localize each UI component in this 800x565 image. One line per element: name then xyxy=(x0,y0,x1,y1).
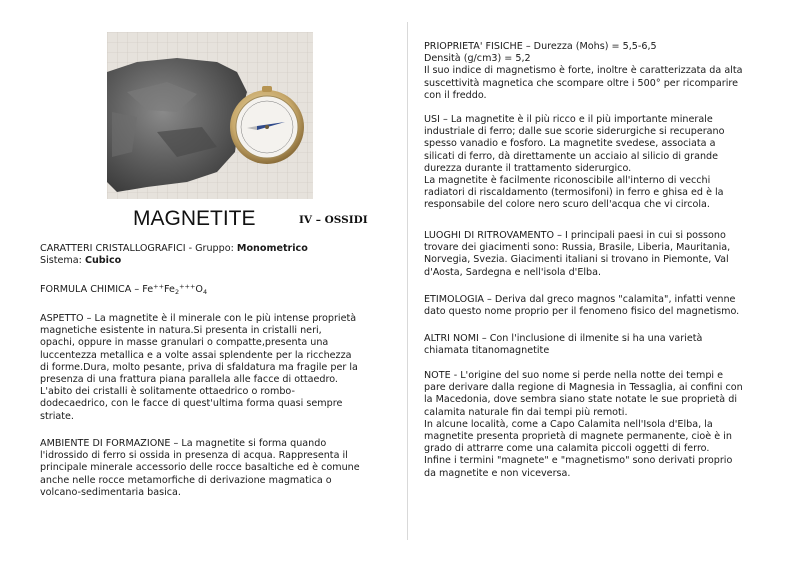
etimologia-line: dato questo nome proprio per il fenomeno fisico del magnetismo. xyxy=(424,306,740,318)
usi-line: spesso vanadio e fosforo. La magnetite svedese, associata a xyxy=(424,138,716,150)
note-line: da magnetite e non viceversa. xyxy=(424,467,571,479)
mineral-title: MAGNETITE xyxy=(133,207,256,230)
ambiente-line: volcano-sedimentaria basica. xyxy=(40,486,181,498)
chemical-formula: FORMULA CHIMICA – $Fe^{++}Fe_2^{+++}O_4$ xyxy=(40,282,208,296)
aspetto-section xyxy=(40,313,392,423)
aspetto-line: ASPETTO – La magnetite è il minerale con le più intense proprietà xyxy=(40,313,357,324)
luoghi-section xyxy=(424,230,776,279)
crystallography-label: CARATTERI CRISTALLOGRAFICI - Gruppo: xyxy=(40,243,237,254)
mineral-class: IV – OSSIDI xyxy=(299,214,368,226)
altri-nomi-line: chiamata titanomagnetite xyxy=(424,345,550,357)
usi-section xyxy=(424,114,776,212)
aspetto-line: di forme.Dura, molto pesante, priva di sfaldatura ma fragile per la xyxy=(40,361,358,373)
aspetto-line: L'abito dei cristalli è solitamente ottaedrico o rombo- xyxy=(40,386,295,398)
etimologia-section xyxy=(424,294,776,318)
aspetto-line: opachi, oppure in masse granulari o compatte,presenta una xyxy=(40,337,329,349)
note-line: NOTE - L'origine del suo nome si perde nella notte dei tempi e xyxy=(424,370,724,381)
crystallography-line2 xyxy=(40,255,392,267)
system-label: Sistema: xyxy=(40,255,85,267)
usi-line: responsabile del colore nero scuro dell'acqua che vi circola. xyxy=(424,199,710,211)
ambiente-line: anche nelle rocce metamorfiche di derivazione magmatica o xyxy=(40,474,332,486)
usi-line: radiatori di riscaldamento (termosifoni) in ferro e ghisa ed è la xyxy=(424,187,724,199)
crystal-system: Cubico xyxy=(84,255,122,267)
usi-line: silicati di ferro, dà direttamente un acciaio al silicio di grande xyxy=(424,150,719,162)
title-row xyxy=(40,206,392,232)
note-line: calamita naturale fin dai tempi più remoti. xyxy=(424,406,628,418)
proprieta-line: PRIOPRIETA' FISICHE – Durezza (Mohs) = 5,5-6,5 xyxy=(424,41,657,52)
note-line: Infine i termini "magnete" e "magnetismo" sono derivati proprio xyxy=(424,455,733,467)
proprieta-line: Il suo indice di magnetismo è forte, inoltre è caratterizzata da alta xyxy=(424,65,743,77)
aspetto-line: dodecaedrico, con le facce di quest'ultima forma quasi sempre xyxy=(40,398,343,410)
usi-line: industriale di ferro; dalle sue scorie siderurgiche si recuperano xyxy=(424,126,725,138)
crystal-group: Monometrico xyxy=(236,243,308,254)
ambiente-section xyxy=(40,438,392,499)
note-section xyxy=(424,370,776,480)
note-line: pare derivare dalla regione di Magnesia in Tessaglia, ai confini con xyxy=(424,382,743,394)
etimologia-line: ETIMOLOGIA – Deriva dal greco magnos "calamita", infatti venne xyxy=(424,294,736,305)
luoghi-line: LUOGHI DI RITROVAMENTO – I principali paesi in cui si possono xyxy=(424,230,726,241)
crystallography-line1 xyxy=(40,243,392,255)
crystallography-section xyxy=(40,243,392,267)
altri-nomi-line: ALTRI NOMI – Con l'inclusione di ilmenite si ha una varietà xyxy=(424,333,703,344)
specimen-photo xyxy=(107,32,313,199)
note-line: grado di attrarre come una calamita piccoli oggetti di ferro. xyxy=(424,443,710,455)
ambiente-line: AMBIENTE DI FORMAZIONE – La magnetite si forma quando xyxy=(40,438,327,449)
aspetto-line: striate. xyxy=(40,410,74,422)
column-divider xyxy=(407,22,408,540)
usi-line: durezza durante il trattamento siderurgico. xyxy=(424,162,632,174)
formula-section xyxy=(40,284,392,296)
ambiente-line: principale minerale accessorio delle rocce basaltiche ed è comune xyxy=(40,462,360,474)
aspetto-line: luccentezza metallica e a volte assai splendente per la ricchezza xyxy=(40,349,352,361)
luoghi-line: trovare dei giacimenti sono: Russia, Brasile, Liberia, Mauritania, xyxy=(424,242,731,254)
ambiente-line: l'idrossido di ferro si ossida in presenza di acqua. Rappresenta il xyxy=(40,450,348,462)
proprieta-line: con il freddo. xyxy=(424,89,487,101)
luoghi-line: d'Aosta, Sardegna e nell'isola d'Elba. xyxy=(424,266,602,278)
luoghi-line: Norvegia, Svezia. Giacimenti italiani si trovano in Piemonte, Val xyxy=(424,254,729,266)
aspetto-line: presenza di una frattura piana parallela alle facce di ottaedro. xyxy=(40,374,338,386)
note-line: magnetite presenta proprietà di magnete permanente, cioè è in xyxy=(424,431,732,443)
aspetto-line: magnetiche esistente in natura.Si presenta in cristalli neri, xyxy=(40,325,322,337)
note-line: la Macedonia, dove sembra siano state notate le sue proprietà di xyxy=(424,394,737,406)
proprieta-section xyxy=(424,41,776,102)
proprieta-line: suscettività magnetica che scompare oltre i 500° per ricomparire xyxy=(424,77,739,89)
usi-line: USI – La magnetite è il più ricco e il più importante minerale xyxy=(424,114,713,125)
altri-nomi-section xyxy=(424,333,776,357)
proprieta-line: Densità (g/cm3) = 5,2 xyxy=(424,53,531,65)
usi-line: La magnetite è facilmente riconoscibile all'interno di vecchi xyxy=(424,175,711,187)
note-line: In alcune località, come a Capo Calamita nell'Isola d'Elba, la xyxy=(424,418,713,430)
